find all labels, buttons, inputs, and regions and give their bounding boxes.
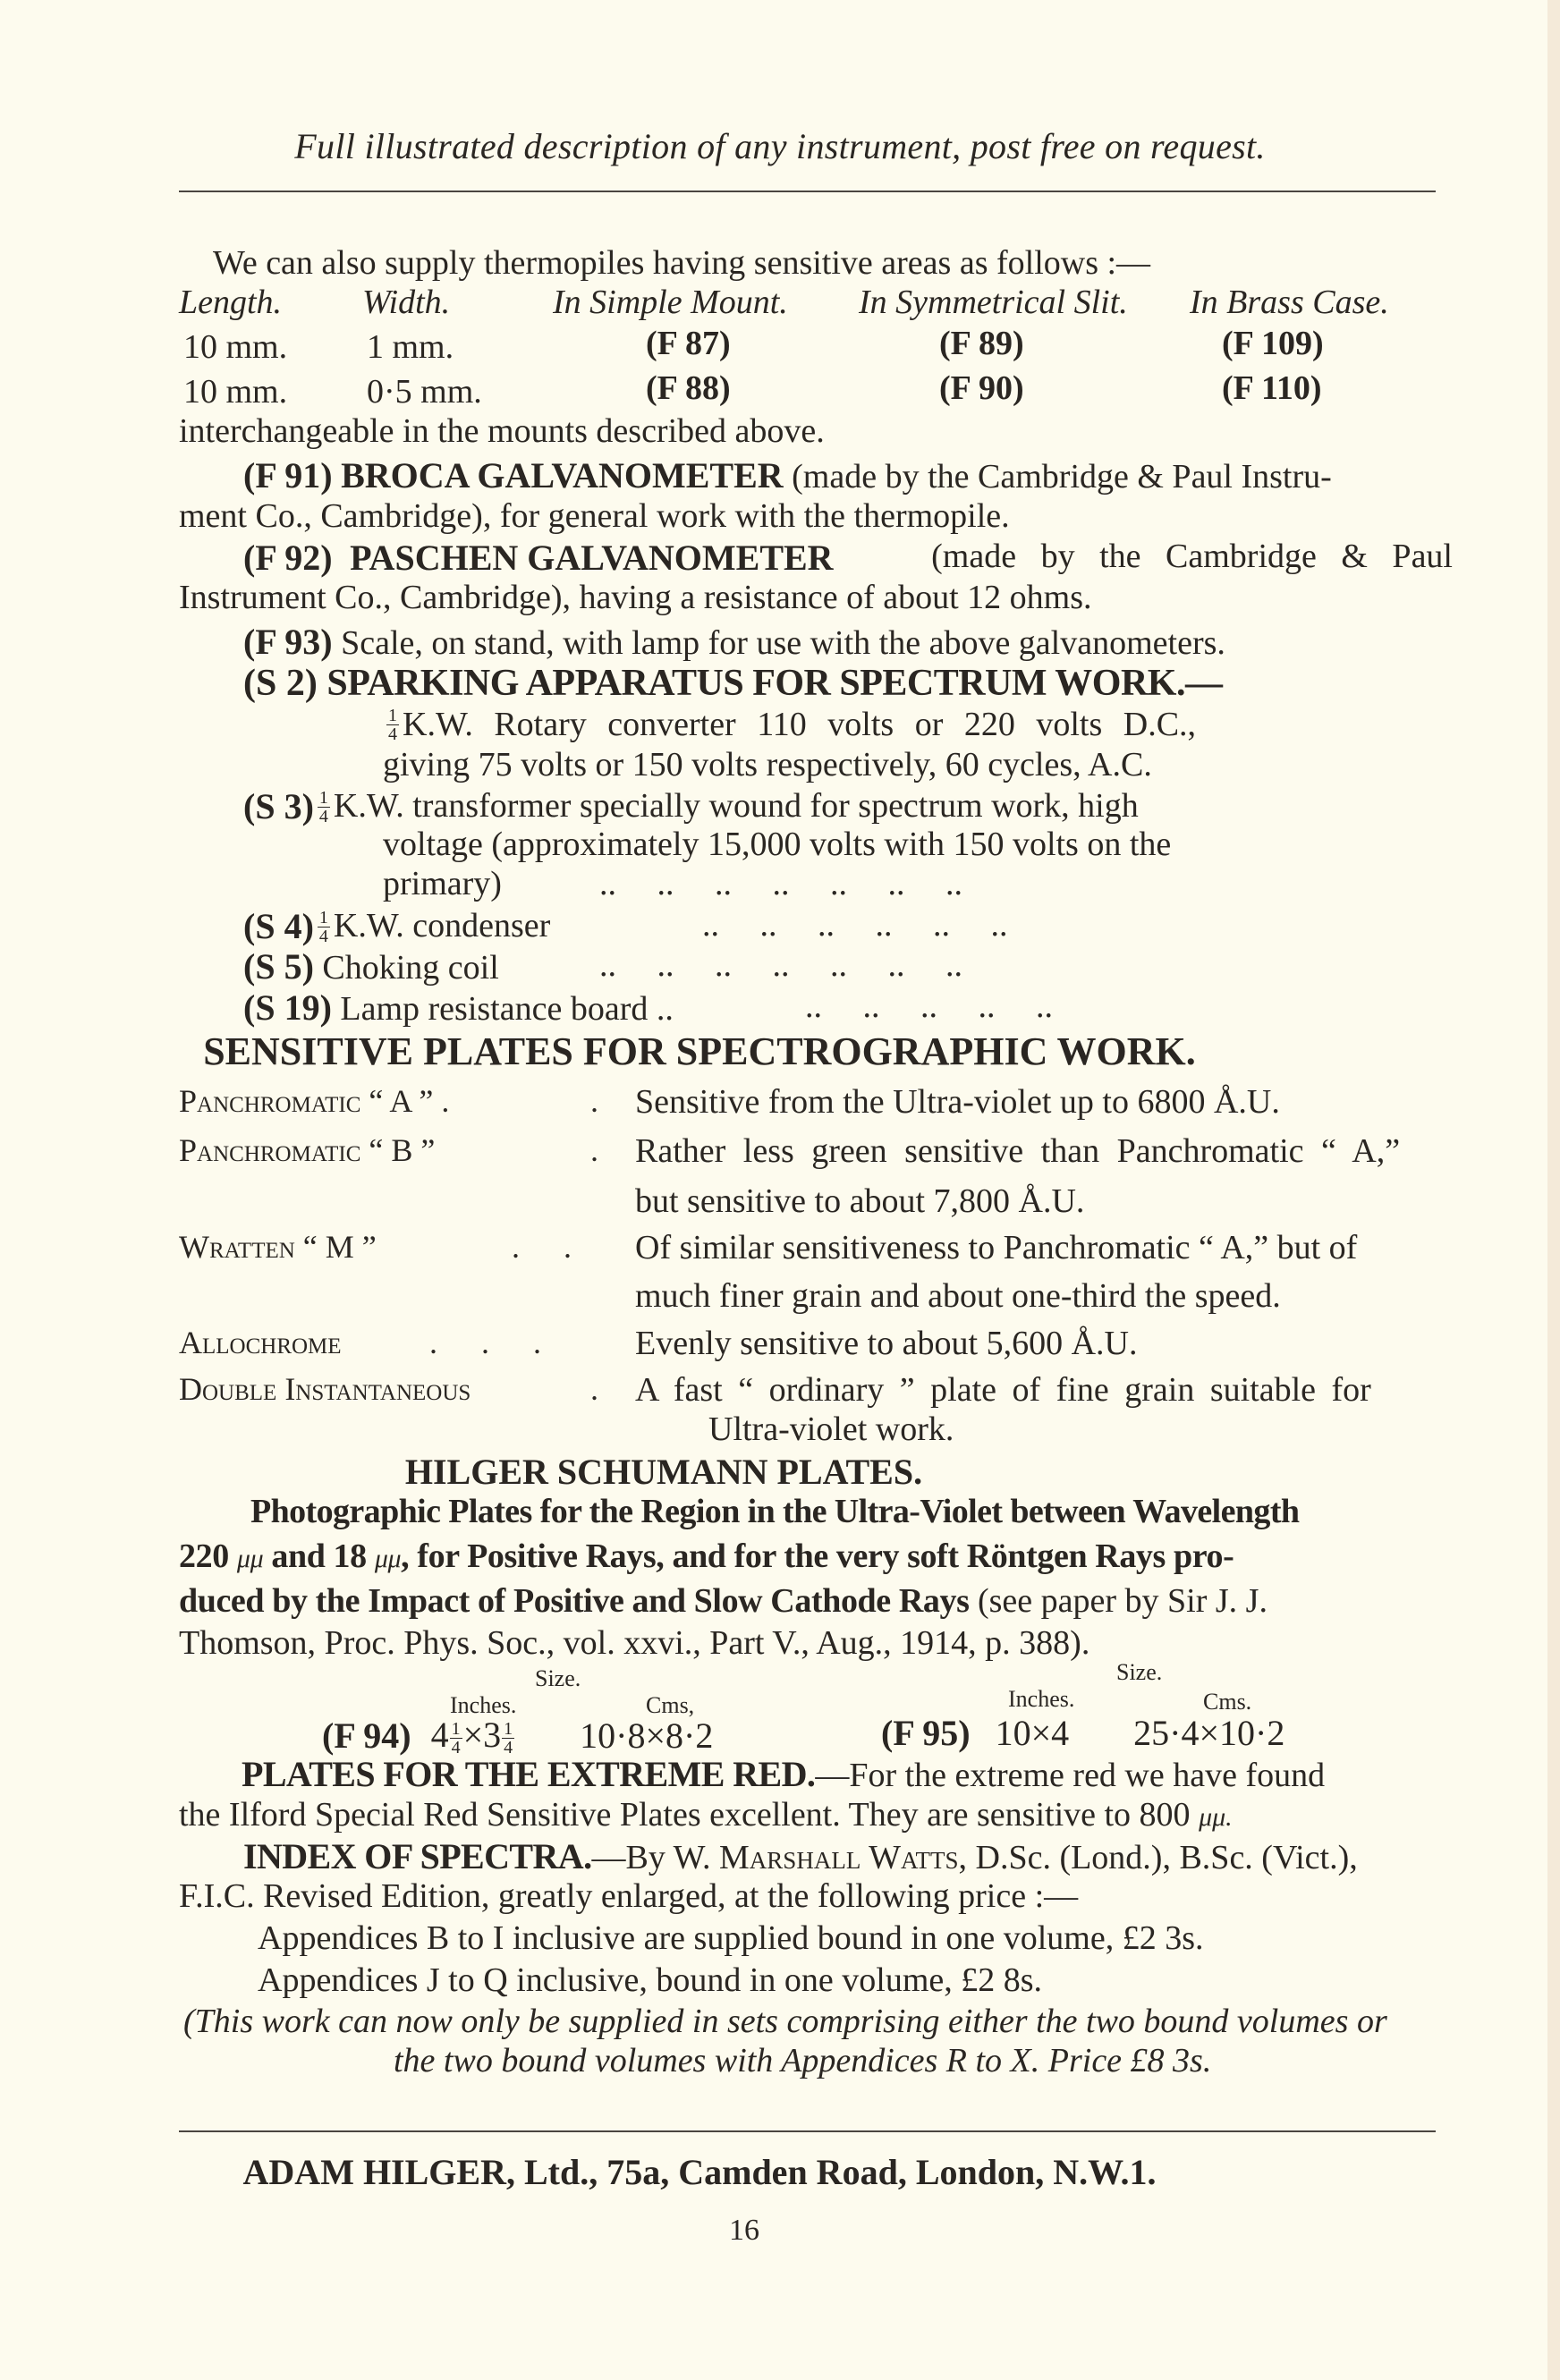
index-spectra-line2: F.I.C. Revised Edition, greatly enlarged, at the following price :—: [179, 1877, 1079, 1915]
cell-width: 1 mm.: [367, 328, 454, 366]
item-s5-line: (S 5) Choking coil: [243, 946, 499, 987]
plate-description: Sensitive from the Ultra-violet up to 6800 Å.U.: [635, 1083, 1280, 1121]
publisher-address: ADAM HILGER, Ltd., 75a, Camden Road, London, N.W.1.: [242, 2152, 1157, 2192]
cell-length: 10 mm.: [183, 328, 288, 366]
section-title: PLATES FOR THE EXTREME RED.: [242, 1754, 816, 1794]
inches-value: 10×4: [995, 1713, 1070, 1753]
cell-brass: (F 110): [1222, 369, 1322, 407]
dot-leader: .: [590, 1371, 598, 1407]
item-code: (S 4): [243, 906, 314, 946]
size-label-f95: Size.: [1116, 1659, 1163, 1685]
appendix-line: Appendices J to Q inclusive, bound in one volume, £2 8s.: [258, 1961, 1043, 1999]
extreme-red-line1: PLATES FOR THE EXTREME RED.—For the extreme red we have found: [242, 1754, 1326, 1794]
schumann-line4: Thomson, Proc. Phys. Soc., vol. xxvi., Part V., Aug., 1914, p. 388).: [179, 1624, 1090, 1662]
item-f92-line1: [243, 537, 1453, 580]
note-line1: (This work can now only be supplied in sets comprising either the two bound volumes or: [183, 2003, 1387, 2040]
plate-description: Rather less green sensitive than Panchromatic “ A,”: [635, 1132, 1401, 1170]
size-row-f94: [322, 1714, 713, 1757]
note-line2: the two bound volumes with Appendices R to X. Price £8 3s.: [394, 2042, 1212, 2079]
dot-leader: .. .. .. .. ..: [805, 987, 1053, 1025]
appendix-line: Appendices B to I inclusive are supplied bound in one volume, £2 3s.: [258, 1919, 1204, 1957]
item-s3-line3: primary): [383, 865, 502, 902]
fraction-quarter: $\frac{1}{4}$: [318, 907, 328, 946]
dot-leader: .: [590, 1083, 598, 1119]
item-code: (F 91): [243, 455, 333, 495]
item-code: (S 3): [243, 786, 314, 826]
plate-description: Of similar sensitiveness to Panchromatic “ A,” but of: [635, 1229, 1358, 1266]
extreme-red-line2: the Ilford Special Red Sensitive Plates excellent. They are sensitive to 800 μμ.: [179, 1796, 1233, 1834]
item-s4-line: (S 4) $\frac{1}{4}$ K.W. condenser: [243, 906, 551, 946]
item-f91-line1: [243, 454, 1332, 498]
inches-label-f95: Inches.: [1008, 1686, 1075, 1712]
item-s2-heading: [243, 662, 1222, 705]
footer-rule: [179, 2130, 1436, 2132]
item-text: Scale, on stand, with lamp for use with the above galvanometers.: [341, 624, 1225, 662]
item-code: (F 93): [243, 622, 333, 662]
plate-name: Panchromatic “ B ”: [179, 1132, 436, 1168]
item-f93: [243, 621, 1225, 665]
size-label-f94: Size.: [535, 1665, 581, 1691]
inches-value: 4 $\frac{1}{4}$ ×3 $\frac{1}{4}$: [430, 1715, 513, 1758]
page-edge: [1547, 0, 1560, 2380]
thermopiles-outro: interchangeable in the mounts described above.: [179, 412, 825, 450]
col-header-symmetrical-slit: In Symmetrical Slit.: [859, 284, 1128, 321]
dot-leader: .: [590, 1132, 598, 1168]
dot-leader: .. .. .. .. .. .. ..: [599, 865, 962, 902]
item-code: (S 5): [243, 946, 314, 987]
item-code: (S 19): [243, 987, 332, 1028]
plate-description: A fast “ ordinary ” plate of fine grain suitable for: [635, 1371, 1371, 1409]
item-s2-line2: giving 75 volts or 150 volts respectively, 60 cycles, A.C.: [383, 746, 1152, 783]
cell-width: 0·5 mm.: [367, 373, 482, 411]
cell-slit: (F 90): [939, 369, 1024, 407]
header-rule: [179, 191, 1436, 192]
index-spectra-line1: INDEX OF SPECTRA.—By W. Marshall Watts, D.Sc. (Lond.), B.Sc. (Vict.),: [243, 1836, 1358, 1876]
plate-description-cont: much finer grain and about one-third the speed.: [635, 1277, 1281, 1315]
plate-description-cont: Ultra-violet work.: [708, 1410, 954, 1448]
thermopiles-intro: We can also supply thermopiles having sensitive areas as follows :—: [213, 244, 1151, 282]
item-text: (made by the Cambridge & Paul Instru-: [792, 458, 1332, 495]
cell-length: 10 mm.: [183, 373, 288, 411]
schumann-line1: Photographic Plates for the Region in the Ultra-Violet between Wavelength: [250, 1493, 1300, 1530]
cms-value: 10·8×8·2: [580, 1715, 714, 1756]
item-title: SPARKING APPARATUS FOR SPECTRUM WORK.—: [326, 663, 1223, 704]
plate-description: Evenly sensitive to about 5,600 Å.U.: [635, 1325, 1138, 1362]
dot-leader: . .: [512, 1229, 572, 1265]
schumann-line3: duced by the Impact of Positive and Slow Cathode Rays (see paper by Sir J. J.: [179, 1582, 1268, 1620]
sensitive-plates-heading: SENSITIVE PLATES FOR SPECTROGRAPHIC WORK.: [203, 1029, 1196, 1073]
item-code: (F 94): [322, 1715, 411, 1756]
page-number: 16: [729, 2214, 759, 2247]
fraction-quarter: $\frac{1}{4}$: [388, 706, 397, 745]
col-header-brass-case: In Brass Case.: [1190, 284, 1389, 321]
plate-name: Allochrome: [179, 1325, 342, 1360]
plate-name: Wratten “ M ”: [179, 1229, 377, 1265]
plate-name: Panchromatic “ A ” .: [179, 1083, 450, 1119]
item-s3-line1: (S 3) $\frac{1}{4}$ K.W. transformer specially wound for spectrum work, high: [243, 786, 1139, 826]
dot-leader: .. .. .. .. .. ..: [702, 906, 1008, 944]
col-header-width: Width.: [362, 284, 451, 321]
col-header-simple-mount: In Simple Mount.: [553, 284, 788, 321]
item-f91-line2: ment Co., Cambridge), for general work with the thermopile.: [179, 497, 1010, 535]
cell-slit: (F 89): [939, 325, 1024, 362]
cms-value: 25·4×10·2: [1133, 1713, 1285, 1753]
cms-label-f95: Cms.: [1203, 1689, 1252, 1715]
section-title: INDEX OF SPECTRA.: [243, 1836, 592, 1876]
dot-leader: .. .. .. .. .. .. ..: [599, 946, 962, 984]
item-code: (F 92): [243, 538, 333, 578]
schumann-heading: HILGER SCHUMANN PLATES.: [404, 1452, 923, 1492]
item-title: BROCA GALVANOMETER: [341, 455, 784, 495]
item-s3-line2: voltage (approximately 15,000 volts with 150 volts on the: [383, 826, 1172, 863]
item-text: (made by the Cambridge & Paul: [931, 538, 1453, 575]
running-header: Full illustrated description of any instrument, post free on request.: [294, 126, 1266, 166]
cell-simple: (F 87): [646, 325, 731, 362]
author-name: Marshall Watts: [719, 1839, 959, 1876]
fraction-quarter: $\frac{1}{4}$: [318, 787, 328, 826]
dot-leader: . . .: [429, 1325, 541, 1360]
col-header-length: Length.: [179, 284, 283, 321]
item-code: (F 95): [881, 1713, 971, 1753]
cms-label-f94: Cms,: [646, 1692, 695, 1718]
size-row-f95: [881, 1712, 1284, 1754]
inches-label-f94: Inches.: [450, 1692, 517, 1718]
cell-simple: (F 88): [646, 369, 731, 407]
schumann-line2: 220 μμ and 18 μμ, for Positive Rays, and for the very soft Röntgen Rays pro-: [179, 1537, 1234, 1575]
plate-description-cont: but sensitive to about 7,800 Å.U.: [635, 1182, 1085, 1220]
item-code: (S 2): [243, 663, 318, 704]
cell-brass: (F 109): [1222, 325, 1324, 362]
item-f92-line2: Instrument Co., Cambridge), having a resistance of about 12 ohms.: [179, 579, 1092, 616]
item-title: PASCHEN GALVANOMETER: [350, 538, 834, 578]
item-s19-line: (S 19) Lamp resistance board ..: [243, 987, 674, 1028]
item-s2-line1: $\frac{1}{4}$ K.W. Rotary converter 110 volts or 220 volts D.C.,: [388, 706, 1197, 745]
plate-name: Double Instantaneous: [179, 1371, 471, 1407]
